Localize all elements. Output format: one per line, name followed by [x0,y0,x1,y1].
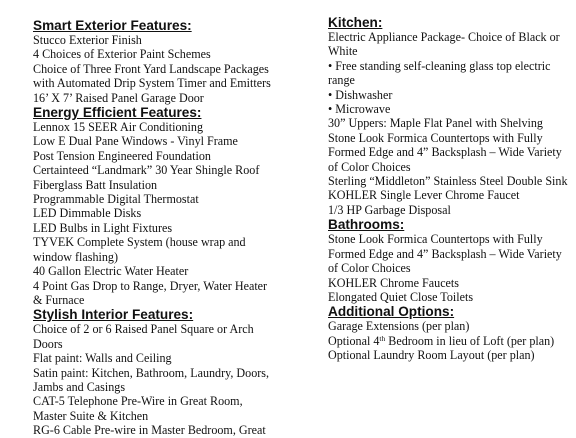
list-item: range [328,73,355,88]
heading-stylish-interior: Stylish Interior Features: [33,307,194,323]
list-item: Low E Dual Pane Windows - Vinyl Frame [33,134,238,149]
list-item [328,334,576,348]
list-item: 40 Gallon Electric Water Heater [33,264,189,279]
list-item: 4 Choices of Exterior Paint Schemes [33,47,211,62]
list-item: Choice of 2 or 6 Raised Panel Square or Arch [33,322,254,337]
list-item: Fiberglass Batt Insulation [33,177,158,192]
list-item: Stucco Exterior Finish [33,33,142,47]
list-item-text: Optional 4 [328,333,380,348]
right-column [328,15,576,363]
list-item: of Color Choices [328,159,411,174]
list-item: CAT-5 Telephone Pre-Wire in Great Room, [33,394,243,409]
list-item-text: Bedroom in lieu of Loft (per plan) [385,333,555,348]
list-item: with Automated Drip System Timer and Emitters [33,76,271,91]
heading-energy-efficient: Energy Efficient Features: [33,105,202,121]
list-item: Choice of Three Front Yard Landscape Packages [33,61,269,76]
ordinal-suffix: th [379,333,386,343]
heading-bathrooms: Bathrooms: [328,217,405,233]
list-item: Post Tension Engineered Foundation [33,148,211,163]
list-item: • Free standing self-cleaning glass top electric [328,58,551,73]
list-item: Master Suite & Kitchen [33,408,149,423]
list-item: Formed Edge and 4” Backsplash – Wide Variety [328,145,562,160]
list-item: • Microwave [328,102,391,117]
list-item: TYVEK Complete System (house wrap and [33,235,246,250]
list-item: 30” Uppers: Maple Flat Panel with Shelving [328,116,543,131]
list-item: KOHLER Single Lever Chrome Faucet [328,188,520,203]
list-item: Programmable Digital Thermostat [33,192,199,207]
list-item: White [328,44,358,59]
list-item: 4 Point Gas Drop to Range, Dryer, Water Heater [33,278,268,293]
list-item: LED Bulbs in Light Fixtures [33,220,173,235]
left-column [33,18,325,438]
list-item: Jambs and Casings [33,379,126,394]
list-item: RG-6 Cable Pre-wire in Master Bedroom, Great [33,423,266,438]
list-item: Formed Edge and 4” Backsplash – Wide Variety [328,246,562,261]
list-item: Flat paint: Walls and Ceiling [33,351,172,366]
heading-kitchen: Kitchen: [328,15,383,30]
list-item: & Furnace [33,292,85,307]
list-item: Stone Look Formica Countertops with Fully [328,130,543,145]
list-item: Optional Laundry Room Layout (per plan) [328,348,535,363]
list-item: 1/3 HP Garbage Disposal [328,202,451,217]
list-item: Electric Appliance Package- Choice of Black or [328,30,560,44]
list-item: window flashing) [33,249,118,264]
list-item: Lennox 15 SEER Air Conditioning [33,120,203,135]
list-item: Elongated Quiet Close Toilets [328,289,474,304]
list-item: Doors [33,336,63,351]
list-item: Stone Look Formica Countertops with Fully [328,232,543,247]
heading-smart-exterior: Smart Exterior Features: [33,18,192,33]
list-item: Satin paint: Kitchen, Bathroom, Laundry, Doors, [33,365,270,380]
list-item: KOHLER Chrome Faucets [328,275,459,290]
list-item: LED Dimmable Disks [33,206,142,221]
list-item: Certainteed “Landmark” 30 Year Shingle Roof [33,163,260,178]
list-item: Garage Extensions (per plan) [328,319,470,334]
list-item: Sterling “Middleton” Stainless Steel Double Sink [328,174,568,189]
list-item: 16’ X 7’ Raised Panel Garage Door [33,90,204,105]
heading-additional-options: Additional Options: [328,304,455,320]
list-item: of Color Choices [328,261,411,276]
list-item: • Dishwasher [328,87,393,102]
